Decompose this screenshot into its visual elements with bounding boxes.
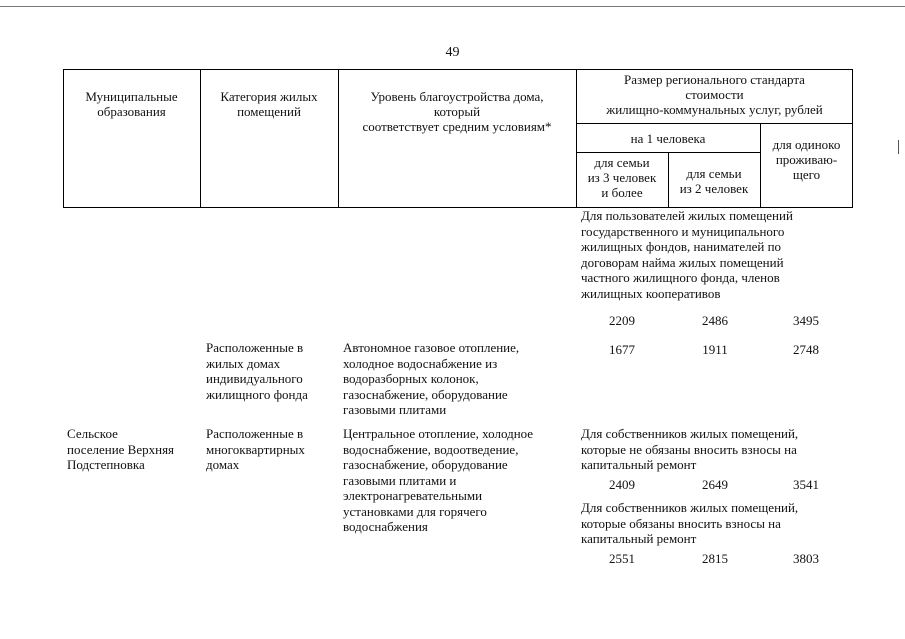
header-mid-rule — [576, 123, 853, 124]
header-municipality: Муниципальные образования — [85, 89, 178, 119]
users-value-family-3plus: 2209 — [609, 313, 635, 328]
page-number: 49 — [445, 45, 460, 60]
owners-no-fee-note: Для собственников жилых помещений, которые не обязаны вносить взносы на капитальный ремонт — [581, 426, 799, 472]
header-top-border — [63, 69, 853, 70]
owners-no-fee-value-single: 3541 — [793, 477, 819, 492]
municipality-name: Сельское поселение Верхняя Подстепновка — [67, 426, 175, 472]
scan-top-rule — [0, 6, 905, 7]
header-single-resident: для одиноко проживаю- щего — [772, 137, 841, 182]
owners-fee-value-single: 3803 — [793, 551, 819, 566]
owners-no-fee-value-family-3plus: 2409 — [609, 477, 635, 492]
individual-value-family-3plus: 1677 — [609, 342, 635, 357]
users-value-family-2: 2486 — [702, 313, 728, 328]
owners-fee-note: Для собственников жилых помещений, которые обязаны вносить взносы на капитальный ремонт — [581, 500, 799, 546]
individual-value-single: 2748 — [793, 342, 819, 357]
apartment-category: Расположенные в многоквартирных домах — [206, 426, 305, 472]
header-family-3plus: для семьи из 3 человек и более — [587, 155, 657, 200]
individual-value-family-2: 1911 — [702, 342, 728, 357]
header-category: Категория жилых помещений — [220, 89, 318, 119]
apartment-comfort: Центральное отопление, холодное водоснабжение, водоотведение, газоснабжение, оборудование газовыми плитами и электронагревательными установками для горячего водоснабжения — [343, 426, 534, 534]
owners-fee-value-family-3plus: 2551 — [609, 551, 635, 566]
header-per-person: на 1 человека — [630, 131, 706, 146]
header-standard-size: Размер регионального стандарта стоимости жилищно-коммунальных услуг, рублей — [606, 72, 823, 117]
users-note: Для пользователей жилых помещений государственного и муниципального жилищных фондов, нанимателей по договорам найма жилых помещений частного жилищного фонда, членов жилищных кооперативов — [581, 208, 793, 301]
header-family-2: для семьи из 2 человек — [679, 166, 749, 196]
table-header — [63, 69, 853, 208]
header-comfort-level: Уровень благоустройства дома, который соответствует средним условиям* — [362, 89, 552, 134]
scan-edge-mark — [898, 140, 899, 154]
owners-fee-value-family-2: 2815 — [702, 551, 728, 566]
individual-comfort: Автономное газовое отопление, холодное водоснабжение из водоразборных колонок, газоснабжение, оборудование газовыми плитами — [343, 340, 520, 417]
individual-category: Расположенные в жилых домах индивидуального жилищного фонда — [206, 340, 308, 402]
users-value-single: 3495 — [793, 313, 819, 328]
owners-no-fee-value-family-2: 2649 — [702, 477, 728, 492]
